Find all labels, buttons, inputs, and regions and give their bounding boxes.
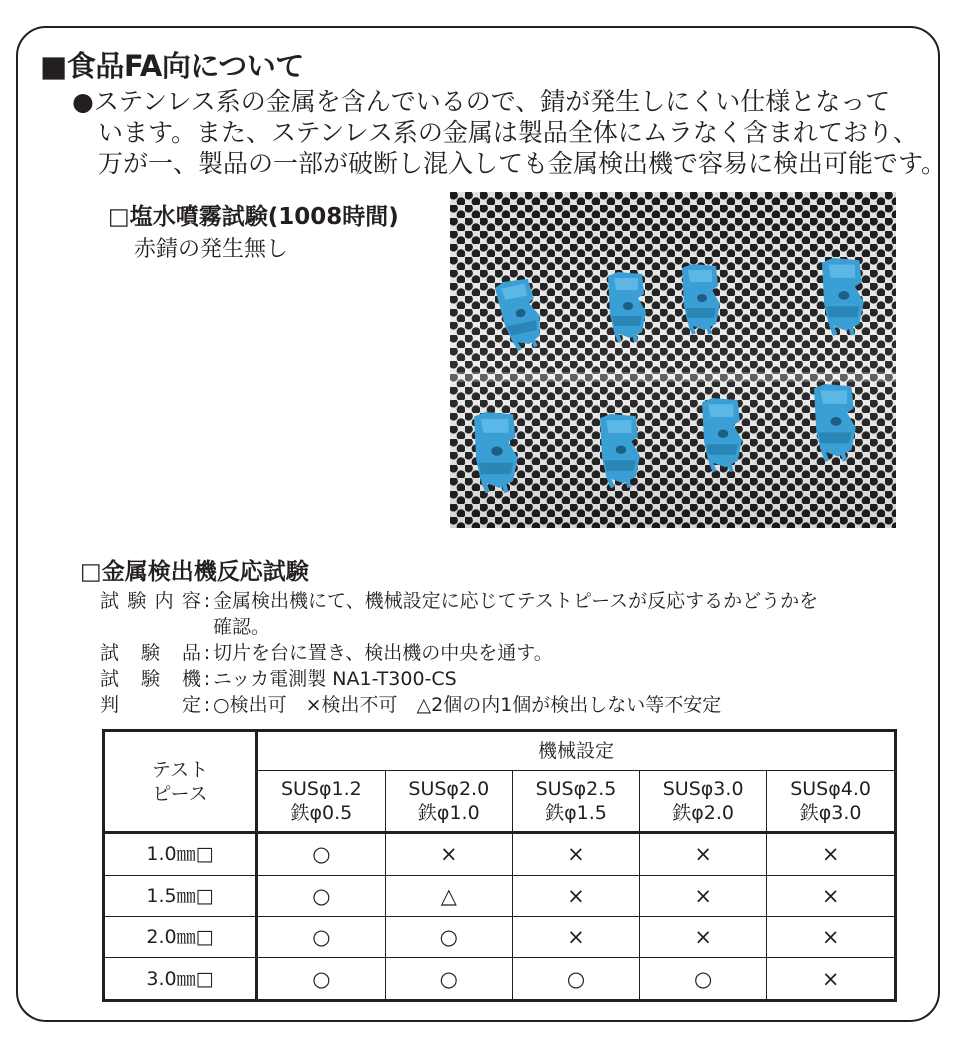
result-cell: × (640, 833, 767, 876)
result-cell: ○ (257, 833, 386, 876)
metal-detector-test-title: □金属検出機反応試験 (80, 559, 309, 585)
column-header: SUSφ3.0 鉄φ2.0 (640, 771, 767, 833)
result-cell: × (767, 916, 896, 957)
intro-line: います。また、ステンレス系の金属は製品全体にムラなく含まれており、 (98, 118, 918, 147)
result-cell: × (767, 833, 896, 876)
spec-value: 切片を台に置き、検出機の中央を通す。 (213, 642, 553, 664)
spec-test-item: 試 験 品 : 切片を台に置き、検出機の中央を通す。 (100, 642, 553, 664)
column-header: SUSφ4.0 鉄φ3.0 (767, 771, 896, 833)
spec-value: ○検出可 ×検出不可 △2個の内1個が検出しない等不安定 (213, 694, 722, 716)
column-header: SUSφ2.5 鉄φ1.5 (512, 771, 639, 833)
column-header: SUSφ2.0 鉄φ1.0 (385, 771, 512, 833)
result-cell: ○ (640, 958, 767, 1001)
result-cell: × (512, 916, 639, 957)
spec-label: 試 験 品 (100, 642, 201, 664)
row-label: 3.0㎜□ (104, 958, 257, 1001)
intro-line: 万が一、製品の一部が破断し混入しても金属検出機で容易に検出可能です。 (98, 149, 947, 178)
intro-line: ●ステンレス系の金属を含んでいるので、錆が発生しにくい仕様となって (72, 87, 891, 116)
result-cell: ○ (257, 916, 386, 957)
result-cell: ○ (257, 958, 386, 1001)
table-row (104, 958, 896, 1001)
result-cell: △ (385, 875, 512, 916)
salt-spray-test-title: □塩水噴霧試験(1008時間) (108, 204, 399, 230)
spec-label: 試 験 内 容 (100, 590, 201, 612)
table-header-row (104, 731, 896, 771)
spec-value: ニッカ電測製 NA1-T300-CS (213, 668, 457, 690)
result-cell: × (512, 833, 639, 876)
result-cell: ○ (385, 916, 512, 957)
result-cell: × (767, 958, 896, 1001)
table-row (104, 916, 896, 957)
section-heading: ■食品FA向について (40, 49, 304, 83)
detection-results-table (102, 729, 897, 1002)
table-row (104, 875, 896, 916)
test-spec-list (100, 588, 818, 718)
result-cell: × (640, 916, 767, 957)
result-cell: ○ (512, 958, 639, 1001)
column-header: SUSφ1.2 鉄φ0.5 (257, 771, 386, 833)
result-cell: × (512, 875, 639, 916)
salt-spray-test-result: 赤錆の発生無し (134, 237, 289, 262)
result-cell: × (385, 833, 512, 876)
intro-paragraph (72, 86, 947, 179)
spec-judgement: 判 定 : ○検出可 ×検出不可 △2個の内1個が検出しない等不安定 (100, 694, 722, 716)
test-sample-photo (450, 192, 896, 528)
spec-value: 金属検出機にて、機械設定に応じてテストピースが反応するかどうかを (213, 590, 819, 612)
spec-test-machine: 試 験 機 : ニッカ電測製 NA1-T300-CS (100, 668, 457, 690)
row-label: 1.5㎜□ (104, 875, 257, 916)
row-label: 1.0㎜□ (104, 833, 257, 876)
spec-label: 試 験 機 (100, 668, 201, 690)
machine-settings-header: 機械設定 (257, 731, 896, 771)
spec-value-continuation: 確認。 (213, 616, 271, 638)
spec-label: 判 定 (100, 694, 201, 716)
result-cell: ○ (385, 958, 512, 1001)
result-cell: ○ (257, 875, 386, 916)
test-piece-header: テスト ピース (104, 731, 257, 833)
row-label: 2.0㎜□ (104, 916, 257, 957)
result-cell: × (767, 875, 896, 916)
spec-test-content: 試 験 内 容 : 金属検出機にて、機械設定に応じてテストピースが反応するかどうかを (100, 590, 819, 612)
table-row (104, 833, 896, 876)
result-cell: × (640, 875, 767, 916)
